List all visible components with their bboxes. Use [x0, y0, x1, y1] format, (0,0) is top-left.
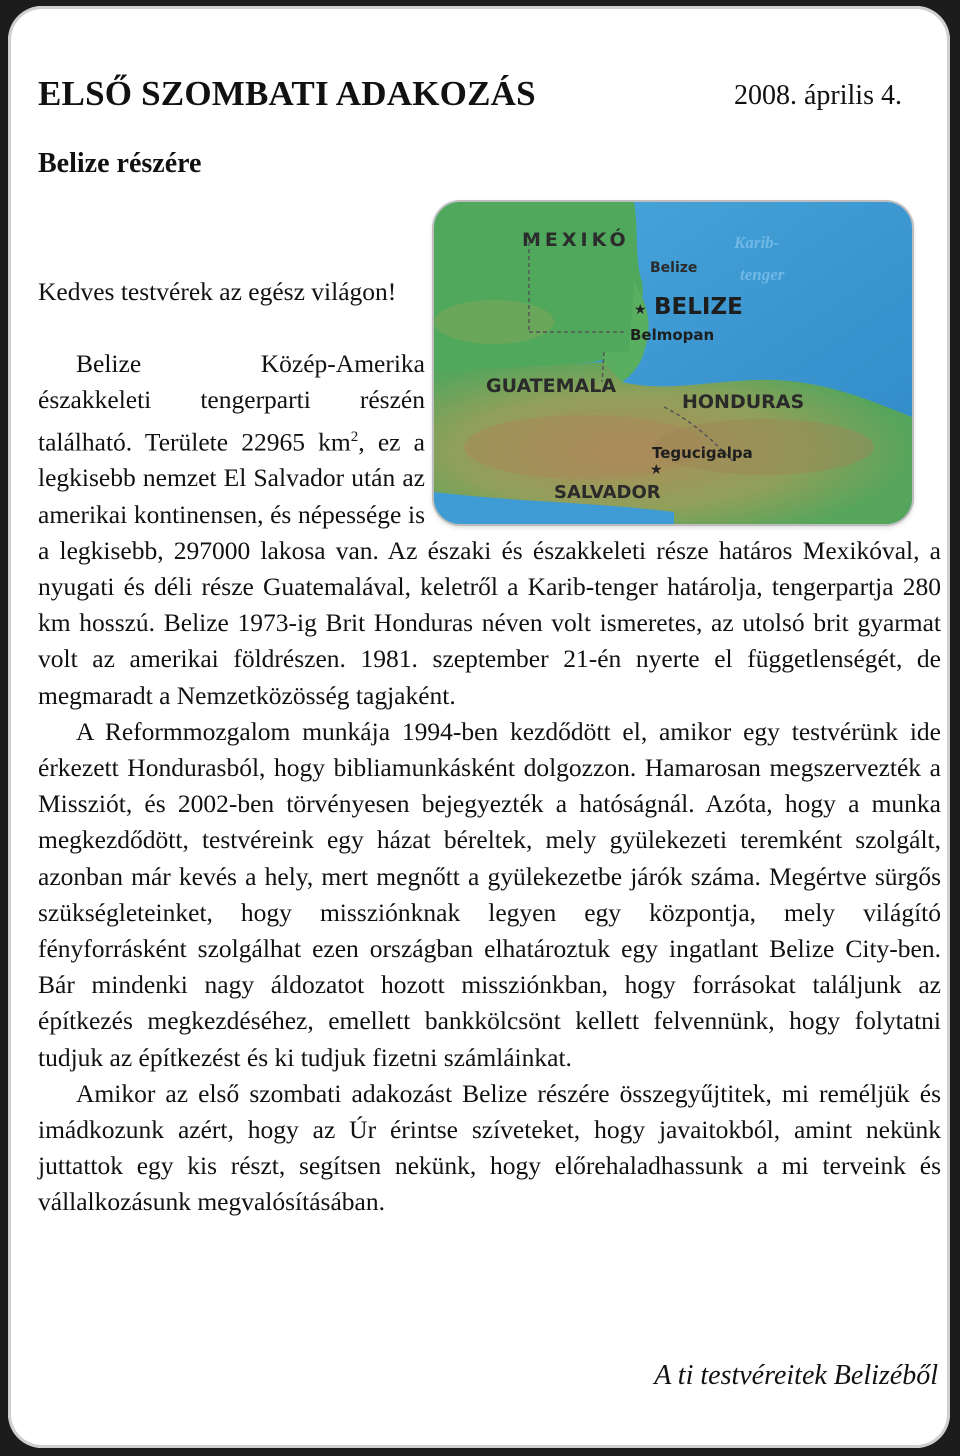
page-title: ELSŐ SZOMBATI ADAKOZÁS [38, 74, 536, 113]
tegucigalpa-star-icon: ★ [650, 463, 663, 478]
page-subtitle: Belize részére [38, 148, 202, 179]
signature: A ti testvéreitek Belizéből [654, 1360, 938, 1391]
map-label-belize-city: Belize [650, 260, 698, 276]
date-label: 2008. április 4. [734, 80, 902, 111]
map-label-salvador: SALVADOR [554, 482, 661, 503]
map-label-karib: Karib- [734, 233, 780, 252]
map-label-belmopan: Belmopan [630, 326, 715, 344]
greeting-paragraph: Kedves testvérek az egész világon! [38, 277, 397, 306]
capital-star-icon: ★ [634, 303, 647, 318]
article-body [38, 274, 941, 1221]
map-label-belize: BELIZE [654, 294, 743, 320]
paragraph-3: Amikor az első szombati adakozást Belize részére összegyűjtitek, mi reméljük és imádkozunk azért, hogy az Úr érintse szíveteket, hogy javaitokból, amint nekünk juttattok egy kis részt, segítsen nekünk, hogy előrehaladhassunk a mi terveink és vállalkozásunk megvalósításában. [38, 1078, 941, 1217]
map-label-guatemala: GUATEMALA [486, 375, 617, 397]
map-label-tegucigalpa: Tegucigalpa [652, 444, 753, 462]
map-label-honduras: HONDURAS [682, 391, 805, 413]
page-card [8, 6, 950, 1448]
map-label-mexico: MEXIKÓ [522, 229, 630, 251]
paragraph-1: Belize Közép-Amerika északkeleti tengerparti részén található. Területe 22965 $km^2$, ez a legkisebb nemzet El Salvador után az amerikai kontinensen, és népessége is a legkisebb, 297000 lakosa van. Az északi és északkeleti része határos Mexikóval, a nyugati és déli része Guatemalával, keletről a Karib-tenger határolja, tengerpartja 280 km hosszú. Belize 1973-ig Brit Honduras néven volt ismeretes, az utolsó brit gyarmat volt az amerikai földrészen. 1981. szeptember 21-én nyerte el függetlenségét, de megmaradt a Nemzetközösség tagjaként. [38, 349, 941, 710]
map-label-tenger: tenger [740, 265, 785, 284]
paragraph-2: A Reformmozgalom munkája 1994-ben kezdődött el, amikor egy testvérünk ide érkezett Hondurasból, hogy bibliamunkásként dolgozzon. Hamarosan megszervezték a Missziót, és 2002-ben törvényesen bejegyezték a hatóságnál. Azóta, hogy a munka megkezdődött, testvéreink egy házat béreltek, mely gyülekezeti teremként szolgált, azonban már kevés a hely, mert megnőtt a gyülekezetbe járók száma. Megértve sürgős szükségleteinket, hogy missziónknak legyen egy központja, mely világító fényforrásként szolgálhat ezen országban elhatároztuk egy ingatlant Belize City-ben. Bár mindenki nagy áldozatot hozott missziónkban, hogy forrásokat találjunk az építkezés megkezdéséhez, emellett bankkölcsönt kellett felvennünk, hogy folytatni tudjuk az építkezést és ki tudjuk fizetni számláinkat. [38, 716, 941, 1072]
